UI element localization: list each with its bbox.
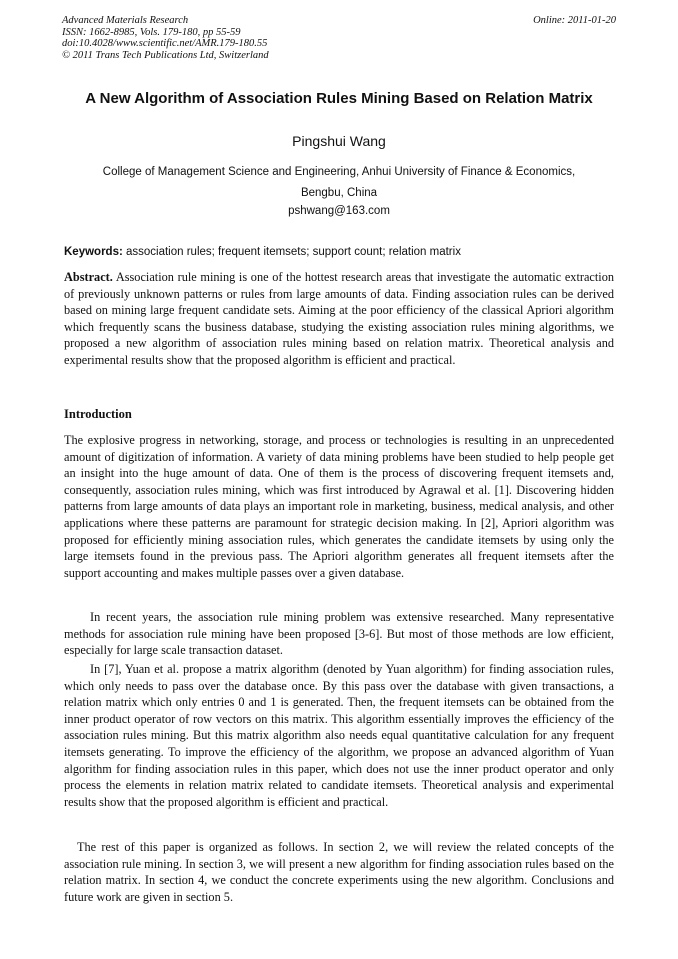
author-email: pshwang@163.com: [288, 205, 390, 217]
intro-paragraph-1: The explosive progress in networking, storage, and process or technologies is resulting in an unprecedented amount of digitization of information. A variety of data mining problems have been studied to help people get an insight into the huge amount of data. One of them is the process of discovering frequent itemsets and, consequently, association rules mining, which was first introduced by Agrawal et al. [1]. Discovering hidden patterns from large amounts of data plays an important role in marketing, business, medical analysis, and other applications where these patterns are paramount for strategic decision making. In [2], Apriori algorithm was proposed for efficiently mining association rules, which generates the candidate itemsets by using only the large itemsets found in the previous pass. The Apriori algorithm generates all frequent itemsets after the support accounting and makes multiple passes over a given database.: [64, 433, 614, 580]
affiliation: [0, 162, 678, 204]
page-header: [62, 15, 616, 61]
intro-paragraph-4: The rest of this paper is organized as follows. In section 2, we will review the related concepts of the association rule mining. In section 3, we will present a new algorithm for finding association rules based on the relation matrix. In section 4, we conduct the concrete experiments using the new algorithm. Conclusions and future work are given in section 5.: [64, 840, 614, 904]
journal-name: Advanced Materials Research: [62, 15, 189, 26]
abstract-text: Association rule mining is one of the hottest research areas that investigate the automatic extraction of previously unknown patterns or rules from large amounts of data. Finding association rules can be derived based on mining large frequent candidate sets. Aiming at the poor efficiency of the classical Apriori algorithm which frequently scans the business database, studying the existing association rules mining algorithms, we proposed a new algorithm of association rules mining based on relation matrix. Theoretical analysis and experimental results show that the proposed algorithm is efficient and practical.: [64, 270, 614, 367]
author-name: Pingshui Wang: [292, 133, 386, 149]
keywords-text: association rules; frequent itemsets; support count; relation matrix: [126, 246, 461, 258]
keywords: [64, 246, 614, 258]
copyright-line: © 2011 Trans Tech Publications Ltd, Switzerland: [62, 49, 269, 61]
abstract: [64, 269, 614, 369]
keywords-label: Keywords:: [64, 246, 123, 258]
section-heading-introduction: Introduction: [64, 407, 132, 421]
paper-title: A New Algorithm of Association Rules Mining Based on Relation Matrix: [85, 90, 593, 107]
online-date: Online: 2011-01-20: [533, 15, 616, 26]
abstract-label: Abstract.: [64, 270, 113, 284]
doi-line: doi:10.4028/www.scientific.net/AMR.179-180.55: [62, 38, 268, 49]
intro-paragraph-2: In recent years, the association rule mining problem was extensive researched. Many representative methods for association rule mining have been proposed [3-6]. But most of those methods are low efficient, especially for large scale transaction dataset.: [64, 610, 614, 658]
affiliation-line-2: Bengbu, China: [300, 187, 378, 199]
intro-paragraph-3: In [7], Yuan et al. propose a matrix algorithm (denoted by Yuan algorithm) for finding association rules, which only needs to pass over the database once. By this pass over the database with given transactions, a relation matrix which only entries 0 and 1 is generated. Then, the frequent itemsets can be obtained from the inner product operator of row vectors on this matrix. This algorithm essentially improves the efficiency of the association rules mining. But this matrix algorithm also needs equal quantitative calculation for any frequent itemsets generating. To improve the efficiency of the algorithm, we propose an advanced algorithm of Yuan algorithm for finding association rules in this paper, which does not use the inner product operator and only process the elements in relation matrix related to candidate itemsets. Theoretical analysis and experimental results show that the proposed algorithm is efficient and practical.: [64, 662, 614, 809]
issn-line: ISSN: 1662-8985, Vols. 179-180, pp 55-59: [62, 26, 241, 38]
affiliation-line-1: College of Management Science and Engineering, Anhui University of Finance & Economics,: [102, 166, 576, 178]
